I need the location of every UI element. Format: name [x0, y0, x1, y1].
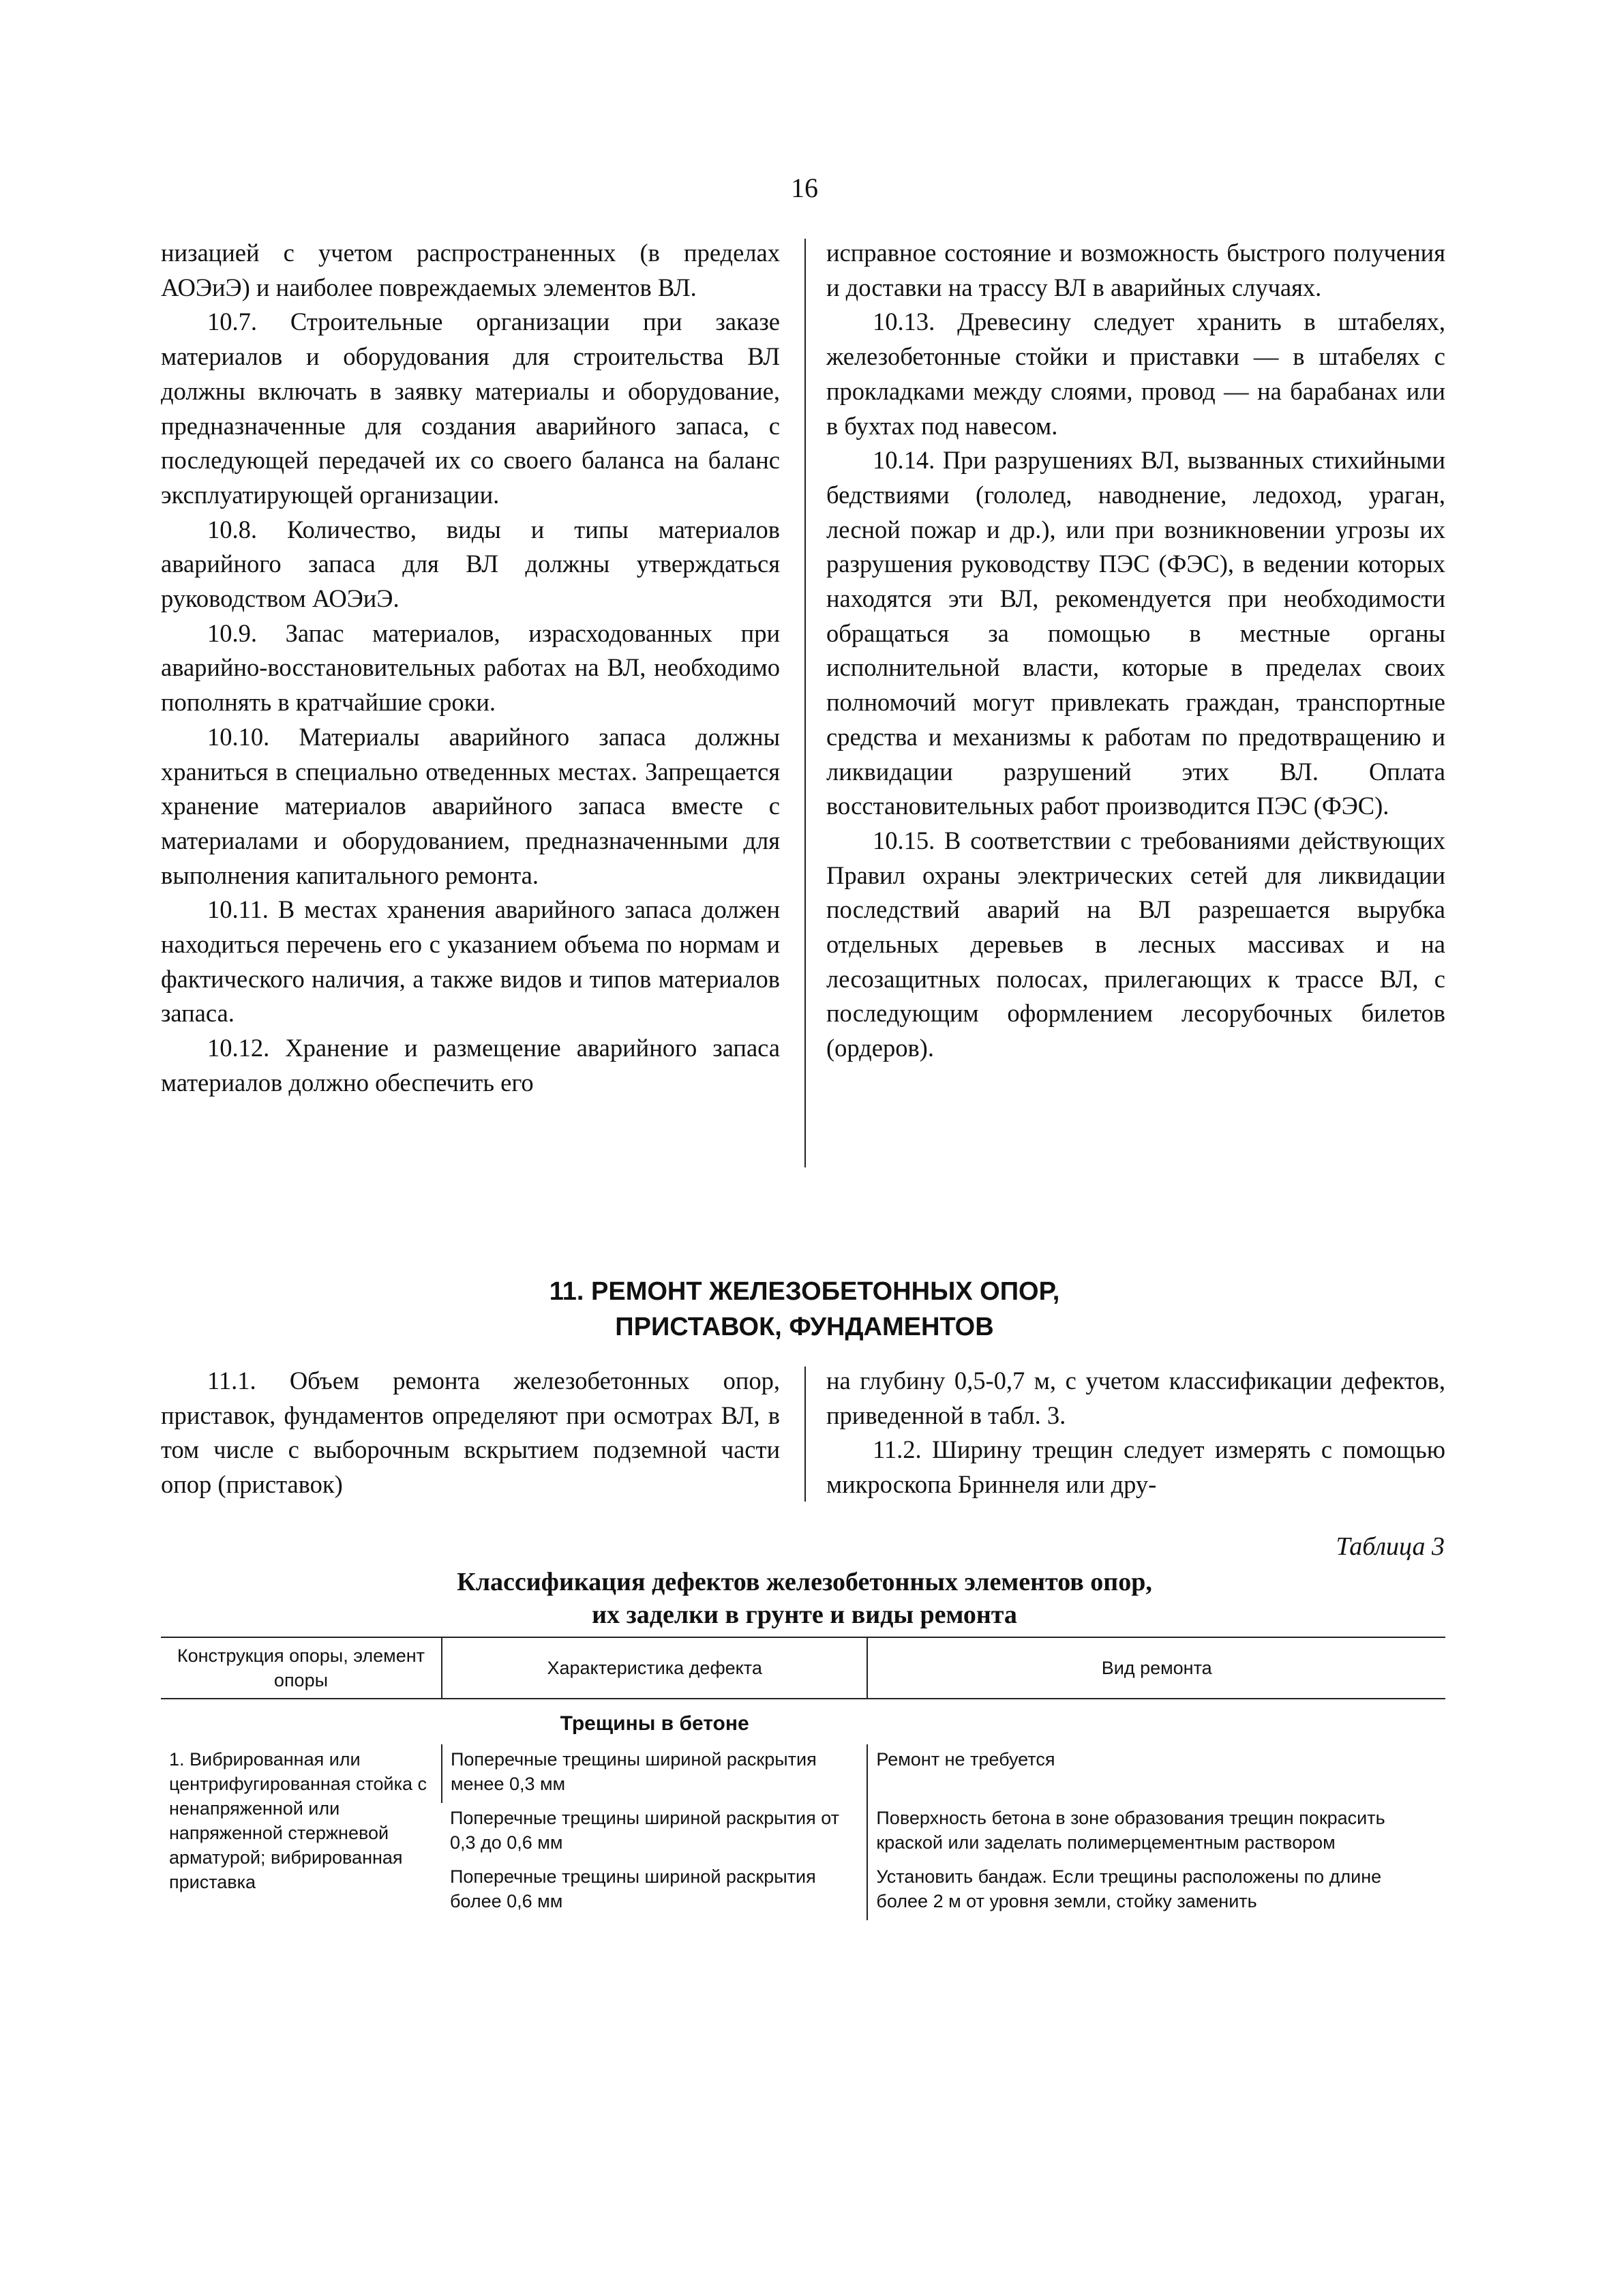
- column-header: Характеристика дефекта: [442, 1637, 867, 1699]
- paragraph-10-14: 10.14. При разрушениях ВЛ, вызванных стихийными бедствиями (гололед, наводнение, ледоход, ураган, лесной пожар и др.), или при возникновении угрозы их разрушения руководству ПЭС (ФЭС), в ведении которых находятся эти ВЛ, рекомендуется при необходимости обращаться за помощью в местные органы исполнительной власти, которые в пределах своих полномочий могут привлекать граждан, транспортные средства и механизмы к работам по предотвращению и ликвидации разрушений этих ВЛ. Оплата восстановительных работ производится ПЭС (ФЭС).: [826, 446, 1445, 820]
- repair-cell: Ремонт не требуется: [867, 1744, 1445, 1803]
- table-header-row: [161, 1637, 1445, 1699]
- paragraph: на глубину 0,5-0,7 м, с учетом классификации дефектов, приведенной в табл. 3.: [826, 1367, 1445, 1429]
- repair-cell: Установить бандаж. Если трещины расположены по длине более 2 м от уровня земли, стойку заменить: [867, 1862, 1445, 1920]
- paragraph-11-1: 11.1. Объем ремонта железобетонных опор, приставок, фундаментов определяют при осмотрах ВЛ, в том числе с выборочным вскрытием подземной части опор (приставок): [161, 1367, 780, 1499]
- right-column: [826, 236, 1445, 1101]
- section-row: [161, 1699, 1445, 1744]
- page-number: 16: [791, 173, 818, 203]
- paragraph: исправное состояние и возможность быстрого получения и доставки на трассу ВЛ в аварийных случаях.: [826, 239, 1445, 301]
- paragraph-10-9: 10.9. Запас материалов, израсходованных при аварийно-восстановительных работах на ВЛ, необходимо пополнять в кратчайшие сроки.: [161, 618, 780, 717]
- paragraph-10-13: 10.13. Древесину следует хранить в штабелях, железобетонные стойки и приставки — в штабелях с прокладками между слоями, провод — на барабанах или в бухтах под навесом.: [826, 308, 1445, 440]
- defects-table: [161, 1637, 1445, 1920]
- left-column: [161, 236, 780, 1101]
- paragraph: низацией с учетом распространенных (в пределах АОЭиЭ) и наиболее повреждаемых элементов ВЛ.: [161, 239, 780, 301]
- column-header: Вид ремонта: [867, 1637, 1445, 1699]
- table-row: [161, 1744, 1445, 1803]
- defect-cell: Поперечные трещины шириной раскрытия менее 0,3 мм: [442, 1744, 867, 1803]
- paragraph-10-12: 10.12. Хранение и размещение аварийного запаса материалов должно обеспечить его: [161, 1034, 780, 1097]
- paragraph-11-2: 11.2. Ширину трещин следует измерять с помощью микроскопа Бриннеля или дру-: [826, 1435, 1445, 1499]
- table-label: Таблица 3: [1336, 1532, 1445, 1561]
- table-title: [327, 1566, 1282, 1631]
- column-divider: [804, 239, 806, 1167]
- table-title-line: Классификация дефектов железобетонных элементов опор,: [457, 1568, 1152, 1596]
- defect-cell: Поперечные трещины шириной раскрытия от 0,3 до 0,6 мм: [449, 1808, 840, 1853]
- defect-cell: Поперечные трещины шириной раскрытия более 0,6 мм: [449, 1866, 816, 1911]
- table-section-title: Трещины в бетоне: [560, 1712, 749, 1735]
- table-title-line: их заделки в грунте и виды ремонта: [592, 1600, 1017, 1629]
- paragraph-10-8: 10.8. Количество, виды и типы материалов аварийного запаса для ВЛ должны утверждаться руководством АОЭиЭ.: [161, 515, 780, 613]
- section-heading: [382, 1274, 1227, 1345]
- column-divider: [804, 1367, 806, 1502]
- paragraph-10-15: 10.15. В соответствии с требованиями действующих Правил охраны электрических сетей для ликвидации последствий аварий на ВЛ разрешается вырубка отдельных деревьев в лесных массивах и на лесозащитных полосах, прилегающих к трассе ВЛ, с последующим оформлением лесорубочных билетов (ордеров).: [826, 826, 1445, 1062]
- left-column: [161, 1364, 780, 1502]
- paragraph-10-10: 10.10. Материалы аварийного запаса должны храниться в специально отведенных местах. Запрещается хранение материалов аварийного запаса вместе с материалами и оборудованием, предназначенными для выполнения капитального ремонта.: [161, 722, 780, 889]
- element-cell: 1. Вибрированная или центрифугированная стойка с ненапряженной или напряженной стержневой арматурой; вибрированная приставка: [169, 1749, 427, 1892]
- column-header: Конструкция опоры, элемент опоры: [161, 1637, 442, 1699]
- paragraph-10-7: 10.7. Строительные организации при заказе материалов и оборудования для строительства ВЛ должны включать в заявку материалы и оборудование, предназначенные для создания аварийного запаса, с последующей передачей их со своего баланса на баланс эксплуатирующей организации.: [161, 308, 780, 509]
- section-11-columns: [161, 1364, 1445, 1502]
- section-10-columns: [161, 236, 1445, 1101]
- heading-line: 11. РЕМОНТ ЖЕЛЕЗОБЕТОННЫХ ОПОР,: [549, 1277, 1060, 1306]
- paragraph-10-11: 10.11. В местах хранения аварийного запаса должен находиться перечень его с указанием объема по нормам и фактического наличия, а также видов и типов материалов запаса.: [161, 895, 780, 1028]
- heading-line: ПРИСТАВОК, ФУНДАМЕНТОВ: [615, 1313, 994, 1341]
- repair-cell: Поверхность бетона в зоне образования трещин покрасить краской или заделать полимерцементным раствором: [867, 1803, 1445, 1862]
- right-column: [826, 1364, 1445, 1502]
